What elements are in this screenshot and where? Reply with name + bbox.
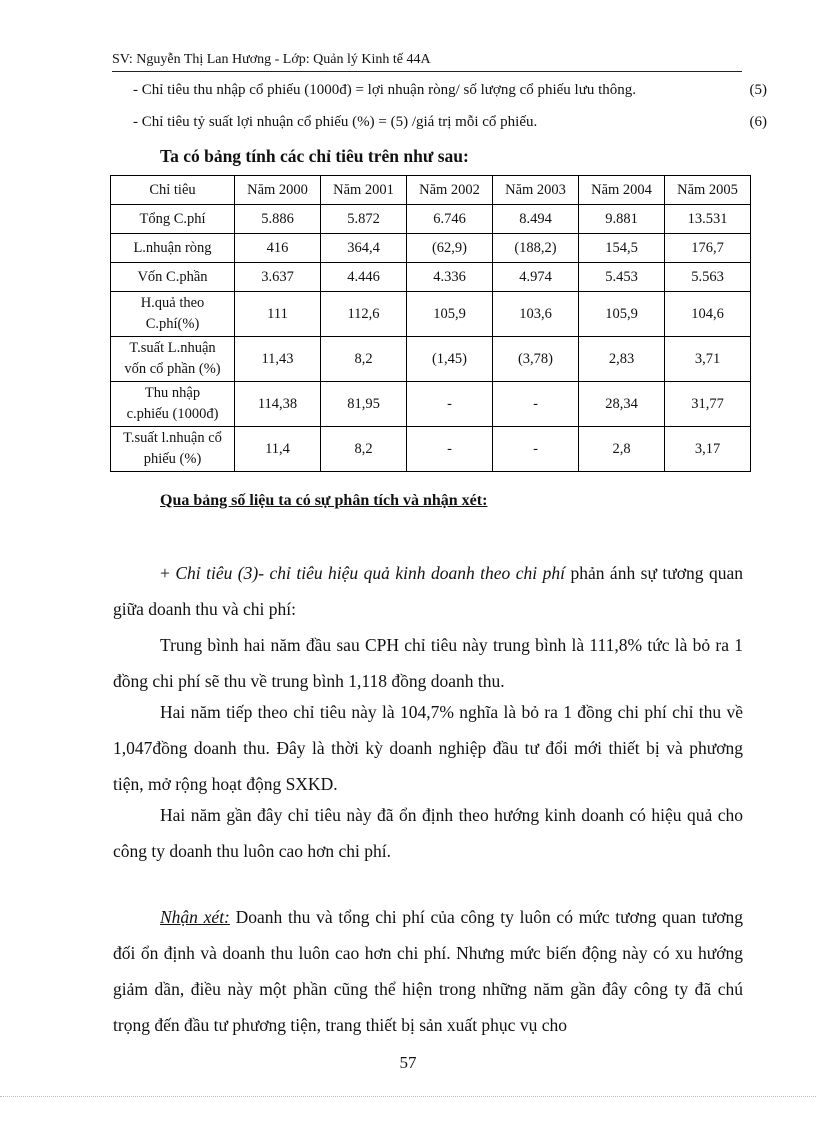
row-label-line: T.suất L.nhuận: [129, 340, 216, 356]
paragraph-text: Hai năm gần đây chỉ tiêu này đã ổn định theo hướng kinh doanh có hiệu quả cho công ty doanh thu luôn cao hơn chi phí.: [113, 805, 743, 861]
formula-line-6: [133, 114, 773, 131]
table-cell: (62,9): [407, 234, 493, 263]
paragraph-remark: [113, 899, 743, 1043]
header-cell: Năm 2005: [665, 176, 751, 205]
table-cell: 5.453: [579, 263, 665, 292]
table-row: [111, 427, 751, 472]
paragraph-text: Trung bình hai năm đầu sau CPH chỉ tiêu này trung bình là 111,8% tức là bỏ ra 1 đồng chi phí sẽ thu về trung bình 1,118 đồng doanh thu.: [113, 635, 743, 691]
page-number: 57: [399, 1053, 417, 1072]
table-cell: 2,8: [579, 427, 665, 472]
table-cell: 8,2: [321, 337, 407, 382]
table-cell: 31,77: [665, 382, 751, 427]
header-cell: Năm 2000: [235, 176, 321, 205]
row-label-line: vốn cổ phần (%): [124, 361, 221, 377]
table-cell: 5.872: [321, 205, 407, 234]
table-cell: (1,45): [407, 337, 493, 382]
header-cell: Chỉ tiêu: [111, 176, 235, 205]
table-cell: 114,38: [235, 382, 321, 427]
table-header-row: [111, 176, 751, 205]
header-cell: Năm 2003: [493, 176, 579, 205]
table-cell: 104,6: [665, 292, 751, 337]
row-label-line: C.phí(%): [145, 316, 200, 332]
header-cell: Năm 2001: [321, 176, 407, 205]
paragraph-text: Doanh thu và tổng chi phí của công ty luôn có mức tương quan tương đối ổn định và doanh thu luôn cao hơn chi phí. Nhưng mức biến động này có xu hướng giảm dần, điều này một phần cũng thể hiện trong những năm gần đây công ty đã chú trọng đến đầu tư phương tiện, trang thiết bị sản xuất phục vụ cho: [113, 907, 743, 1035]
table-cell: 3.637: [235, 263, 321, 292]
table-cell: 3,71: [665, 337, 751, 382]
analysis-heading: Qua bảng số liệu ta có sự phân tích và nhận xét:: [160, 492, 488, 509]
header-cell: Năm 2004: [579, 176, 665, 205]
formula-text: - Chỉ tiêu thu nhập cổ phiếu (1000đ) = lợi nhuận ròng/ số lượng cổ phiếu lưu thông.: [133, 82, 637, 98]
table-cell: 8,2: [321, 427, 407, 472]
table-cell: -: [493, 382, 579, 427]
header-cell: Năm 2002: [407, 176, 493, 205]
row-label: [111, 427, 235, 472]
table-cell: 103,6: [493, 292, 579, 337]
row-label: Vốn C.phần: [111, 263, 235, 292]
table-cell: (188,2): [493, 234, 579, 263]
indicator-title: Chỉ tiêu (3)- chỉ tiêu hiệu quả kinh doanh theo chi phí: [175, 563, 565, 583]
table-cell: 416: [235, 234, 321, 263]
row-label-line: c.phiếu (1000đ): [126, 406, 219, 422]
table-row: [111, 205, 751, 234]
table-cell: -: [493, 427, 579, 472]
row-label-line: T.suất l.nhuận cổ: [123, 430, 222, 446]
table-cell: 4.974: [493, 263, 579, 292]
table-cell: 9.881: [579, 205, 665, 234]
formula-number: (6): [749, 114, 767, 130]
table-cell: -: [407, 382, 493, 427]
table-cell: 5.563: [665, 263, 751, 292]
table-cell: 11,4: [235, 427, 321, 472]
paragraph-text: phản ánh sự tương quan giữa doanh thu và chi phí:: [113, 563, 744, 619]
formula-number: (5): [749, 82, 767, 98]
paragraph-recent-years: [113, 797, 743, 869]
formula-text: - Chỉ tiêu tỷ suất lợi nhuận cổ phiếu (%) = (5) /giá trị mỗi cổ phiếu.: [133, 114, 538, 130]
page-bottom-divider: [0, 1096, 816, 1097]
table-cell: 6.746: [407, 205, 493, 234]
table-row: [111, 337, 751, 382]
table-row: [111, 234, 751, 263]
table-cell: 81,95: [321, 382, 407, 427]
paragraph-text: Hai năm tiếp theo chỉ tiêu này là 104,7% nghĩa là bỏ ra 1 đồng chi phí chỉ thu về 1,047đồng doanh thu. Đây là thời kỳ doanh nghiệp đầu tư đổi mới thiết bị và phương tiện, mở rộng hoạt động SXKD.: [113, 702, 743, 794]
indicator-table: [110, 175, 751, 472]
paragraph-first-years: [113, 627, 743, 699]
table-cell: 4.336: [407, 263, 493, 292]
table-cell: 2,83: [579, 337, 665, 382]
row-label-line: Thu nhập: [144, 385, 201, 401]
row-label-line: H.quả theo: [140, 295, 205, 311]
table-intro: Ta có bảng tính các chỉ tiêu trên như sau:: [160, 146, 469, 166]
row-label: Tổng C.phí: [111, 205, 235, 234]
row-label: [111, 292, 235, 337]
table-cell: 112,6: [321, 292, 407, 337]
table-cell: 105,9: [407, 292, 493, 337]
table-row: [111, 292, 751, 337]
row-label: [111, 382, 235, 427]
table-cell: 11,43: [235, 337, 321, 382]
bullet-prefix: +: [160, 563, 176, 583]
paragraph-next-years: [113, 694, 743, 802]
table-cell: 111: [235, 292, 321, 337]
formula-line-5: [133, 82, 773, 99]
table-cell: 176,7: [665, 234, 751, 263]
table-cell: 154,5: [579, 234, 665, 263]
table-cell: 28,34: [579, 382, 665, 427]
table-cell: 3,17: [665, 427, 751, 472]
page-header: SV: Nguyễn Thị Lan Hương - Lớp: Quản lý Kinh tế 44A: [112, 52, 742, 72]
remark-label: Nhận xét:: [160, 907, 230, 927]
table-cell: (3,78): [493, 337, 579, 382]
table-cell: 364,4: [321, 234, 407, 263]
table-cell: -: [407, 427, 493, 472]
table-cell: 4.446: [321, 263, 407, 292]
row-label-line: phiếu (%): [143, 451, 202, 467]
row-label: L.nhuận ròng: [111, 234, 235, 263]
table-cell: 105,9: [579, 292, 665, 337]
table-cell: 13.531: [665, 205, 751, 234]
table-row: [111, 382, 751, 427]
table-cell: 5.886: [235, 205, 321, 234]
table-cell: 8.494: [493, 205, 579, 234]
paragraph-indicator-3: [113, 555, 743, 627]
table-row: [111, 263, 751, 292]
row-label: [111, 337, 235, 382]
